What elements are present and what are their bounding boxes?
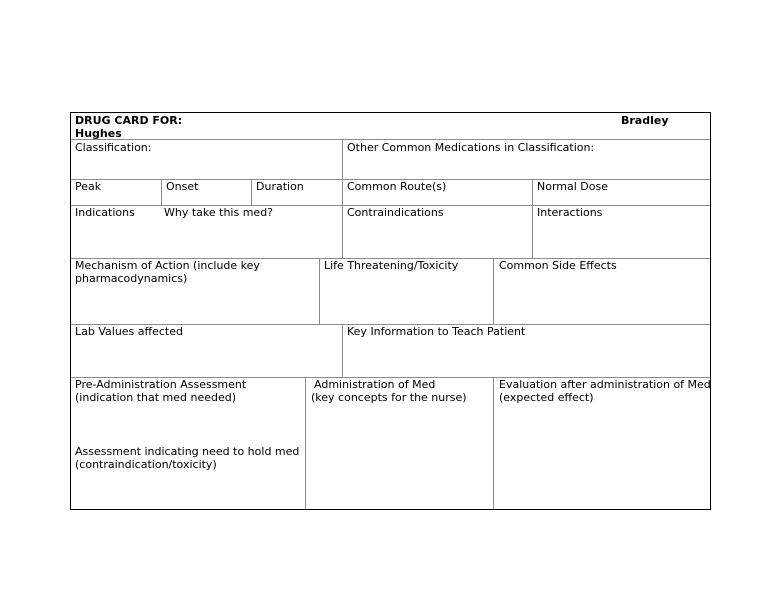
evaluation-after-administration-label: [495, 377, 715, 405]
lab-values-label: Lab Values affected: [75, 325, 183, 338]
peak-label: Peak: [75, 180, 102, 193]
life-threatening-label: Life Threatening/Toxicity: [324, 259, 459, 272]
why-take-label: Why take this med?: [164, 206, 274, 219]
column-divider: [342, 139, 343, 258]
admin-line-1: Administration of Med: [314, 378, 436, 391]
pre-administration-assessment-label: [71, 377, 250, 405]
indications-label: Indications: [75, 206, 135, 219]
onset-label: Onset: [166, 180, 199, 193]
admin-line-2: (key concepts for the nurse): [311, 391, 467, 404]
mechanism-line-2: pharmacodynamics): [75, 272, 188, 285]
common-routes-label: Common Route(s): [347, 180, 447, 193]
hold-line-1: Assessment indicating need to hold med: [75, 445, 300, 458]
pre-admin-line-2: (indication that med needed): [75, 391, 237, 404]
interactions-label: Interactions: [537, 206, 603, 219]
classification-label: Classification:: [75, 141, 152, 154]
hold-line-2: (contraindication/toxicity): [75, 458, 217, 471]
eval-line-1: Evaluation after administration of Med: [499, 378, 711, 391]
eval-line-2: (expected effect): [499, 391, 594, 404]
card-title: DRUG CARD FOR:: [75, 114, 183, 127]
mechanism-of-action-label: [71, 258, 264, 286]
student-name-first: Bradley: [621, 114, 669, 127]
student-name-last: Hughes: [75, 127, 122, 140]
column-divider: [493, 377, 494, 509]
pre-admin-line-1: Pre-Administration Assessment: [75, 378, 247, 391]
mechanism-line-1: Mechanism of Action (include key: [75, 259, 260, 272]
contraindications-label: Contraindications: [347, 206, 444, 219]
common-side-effects-label: Common Side Effects: [499, 259, 617, 272]
duration-label: Duration: [256, 180, 304, 193]
column-divider: [493, 258, 494, 324]
drug-card: [70, 112, 711, 510]
hold-med-assessment-label: [71, 444, 303, 472]
other-common-medications-label: Other Common Medications in Classification:: [347, 141, 595, 154]
key-information-label: Key Information to Teach Patient: [347, 325, 526, 338]
administration-of-med-label: [307, 377, 471, 405]
normal-dose-label: Normal Dose: [537, 180, 608, 193]
column-divider: [305, 377, 306, 509]
